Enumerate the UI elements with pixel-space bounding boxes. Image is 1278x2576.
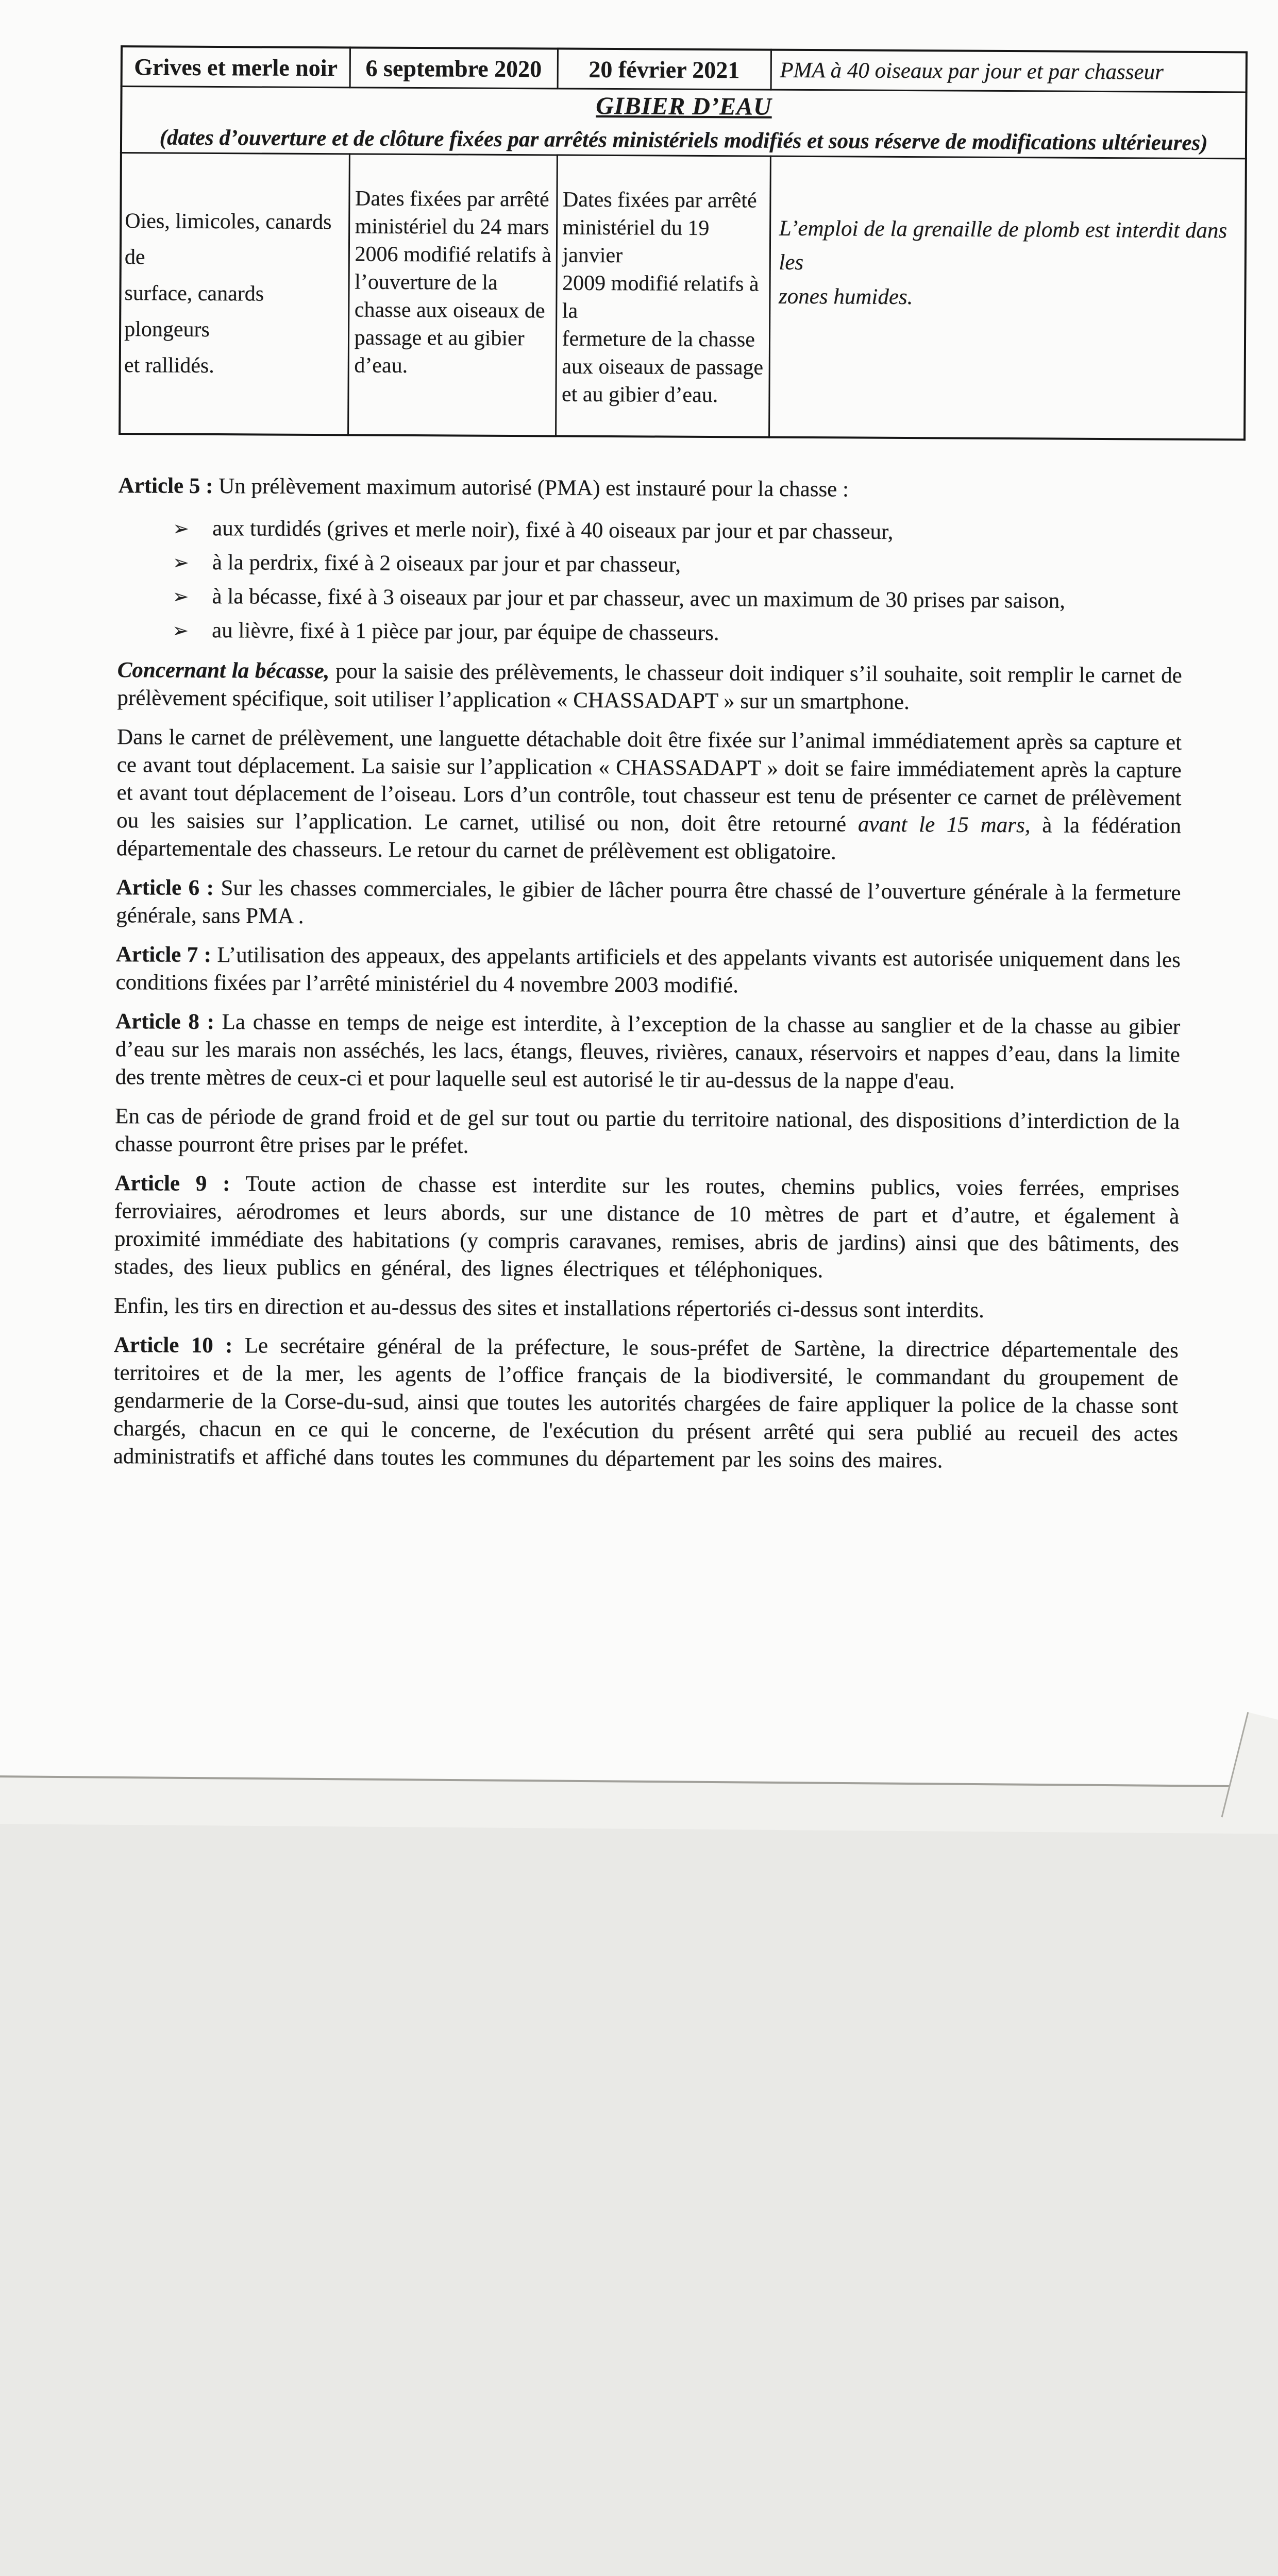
- article-10: [113, 1331, 1179, 1476]
- pma-item-turdides: aux turdidés (grives et merle noir), fixé à 40 oiseaux par jour et par chasseur,: [212, 516, 894, 544]
- article-6-text: Sur les chasses commerciales, le gibier de lâcher pourra être chassé de l’ouverture générale à la fermeture générale, sans PMA .: [116, 875, 1181, 928]
- cell-species-waterfowl: Oies, limicoles, canards de surface, canards plongeurs et rallidés.: [120, 153, 349, 435]
- list-item: [172, 617, 1182, 650]
- article-10-text: Le secrétaire général de la préfecture, le sous-préfet de Sartène, la directrice départementale des territoires et de la mer, les agents de l’office français de la biodiversité, le commandant du groupement de gendarmerie de la Corse-du-sud, ainsi que toutes les autorités chargées de faire appliquer la police de la chasse sont chargés, chacun en ce qui le concerne, de l'exécution du présent arrêté qui sera publié au recueil des actes administratifs et affiché dans toutes les communes du département par les soins des maires.: [113, 1333, 1179, 1473]
- cell-conditions-plomb: L’emploi de la grenaille de plomb est interdit dans les zones humides.: [769, 156, 1246, 439]
- pma-item-becasse: à la bécasse, fixé à 3 oiseaux par jour et par chasseur, avec un maximum de 30 prises par saison,: [212, 584, 1066, 613]
- carnet-part2: à la fédération départementale des chasseurs. Le retour du carnet de prélèvement est obligatoire.: [116, 813, 1182, 865]
- cell-opening-date: 6 septembre 2020: [350, 47, 558, 89]
- article-8-label: Article 8 :: [115, 1009, 214, 1034]
- articles-body: [0, 471, 1276, 1477]
- list-item: [173, 549, 1183, 582]
- article-7: [115, 941, 1181, 1002]
- article-7-label: Article 7 :: [115, 942, 212, 967]
- article-9: [114, 1170, 1179, 1286]
- paragraph-carnet: [116, 723, 1182, 868]
- pma-item-perdrix: à la perdrix, fixé à 2 oiseaux par jour et par chasseur,: [212, 550, 681, 577]
- article-8-text: La chasse en temps de neige est interdite, à l’exception de la chasse au sanglier et de la chasse au gibier d’eau sur les marais non asséchés, les lacs, étangs, fleuves, rivières, canaux, réservoirs et nappes d’eau, dans la limite des trente mètres de ceux-ci et pour laquelle seul est autorisé le tir au-dessus de la nappe d'eau.: [115, 1009, 1181, 1094]
- hunting-season-table: [119, 45, 1248, 440]
- becasse-lead: Concernant la bécasse,: [117, 657, 330, 684]
- cell-conditions-pma: PMA à 40 oiseaux par jour et par chasseur: [771, 50, 1247, 92]
- cell-species-grives: Grives et merle noir: [122, 46, 350, 88]
- article-7-text: L’utilisation des appeaux, des appelants artificiels et des appelants vivants est autorisée uniquement dans les conditions fixées par l’arrêté ministériel du 4 novembre 2003 modifié.: [115, 942, 1181, 998]
- section-subtitle: (dates d’ouverture et de clôture fixées par arrêtés ministériels modifiés et sous réserve de modifications ultérieures): [159, 125, 1208, 156]
- arrow-bullet-icon: ➢: [172, 551, 189, 574]
- article-5-label: Article 5 :: [118, 473, 213, 498]
- list-item: [172, 583, 1182, 616]
- table-row-grives: [122, 46, 1247, 92]
- paper-bottom-edge: [0, 1775, 1278, 1834]
- table-section-header-row: [121, 87, 1247, 159]
- article-9-label: Article 9 :: [114, 1171, 230, 1196]
- pma-item-lievre: au lièvre, fixé à 1 pièce par jour, par équipe de chasseurs.: [211, 618, 719, 646]
- paragraph-becasse: [117, 656, 1182, 718]
- article-9-text: Toute action de chasse est interdite sur les routes, chemins publics, voies ferrées, emprises ferroviaires, aérodromes et leurs abords, sur une distance de 10 mètres de part et d’autre, et également à proximité immédiate des habitations (y compris caravanes, remises, abris de jardins) ainsi que des bâtiments, des stades, des lieux publics en général, des lignes électriques et téléphoniques.: [114, 1172, 1180, 1283]
- table-row-gibier-eau: [120, 153, 1246, 440]
- pma-list: [117, 514, 1183, 650]
- article-6: [116, 874, 1181, 935]
- article-5: [118, 472, 1183, 505]
- becasse-text: pour la saisie des prélèvements, le chasseur doit indiquer s’il souhaite, soit remplir le carnet de prélèvement spécifique, soit utiliser l’application « CHASSADAPT » sur un smartphone.: [117, 659, 1182, 715]
- article-8: [115, 1008, 1180, 1097]
- paragraph-grand-froid: En cas de période de grand froid et de gel sur tout ou partie du territoire national, des dispositions d’interdiction de la chasse pourront être prises par le préfet.: [114, 1104, 1180, 1158]
- article-10-label: Article 10 :: [113, 1332, 233, 1358]
- list-item: [173, 515, 1183, 548]
- arrow-bullet-icon: ➢: [172, 619, 189, 642]
- paragraph-enfin: Enfin, les tirs en direction et au-dessus des sites et installations répertoriés ci-dessus sont interdits.: [114, 1293, 984, 1323]
- cell-opening-waterfowl: Dates fixées par arrêté ministériel du 24 mars 2006 modifié relatifs à l’ouverture de la chasse aux oiseaux de passage et au gibier d’eau.: [348, 154, 557, 436]
- cell-closing-date: 20 février 2021: [558, 48, 771, 90]
- cell-closing-waterfowl: Dates fixées par arrêté ministériel du 19 janvier 2009 modifié relatifs à la fermeture de la chasse aux oiseaux de passage et au gibier d’eau.: [556, 155, 770, 437]
- section-header-cell: [121, 87, 1247, 159]
- arrow-bullet-icon: ➢: [172, 585, 189, 608]
- carnet-part1: Dans le carnet de prélèvement, une languette détachable doit être fixée sur l’animal immédiatement après sa capture et ce avant tout déplacement. La saisie sur l’application « CHASSADAPT » doit se faire immédiatement après la capture et avant tout déplacement de l’oiseau. Lors d’un contrôle, tout chasseur est tenu de présenter ce carnet de prélèvement ou les saisies sur l’application. Le carnet, utilisé ou non, doit être retourné: [116, 724, 1182, 837]
- section-title: GIBIER D’EAU: [596, 92, 772, 121]
- article-5-intro: Un prélèvement maximum autorisé (PMA) est instauré pour la chasse :: [213, 473, 849, 502]
- carnet-italic: avant le 15 mars,: [857, 812, 1031, 838]
- article-6-label: Article 6 :: [116, 875, 214, 900]
- arrow-bullet-icon: ➢: [172, 517, 190, 540]
